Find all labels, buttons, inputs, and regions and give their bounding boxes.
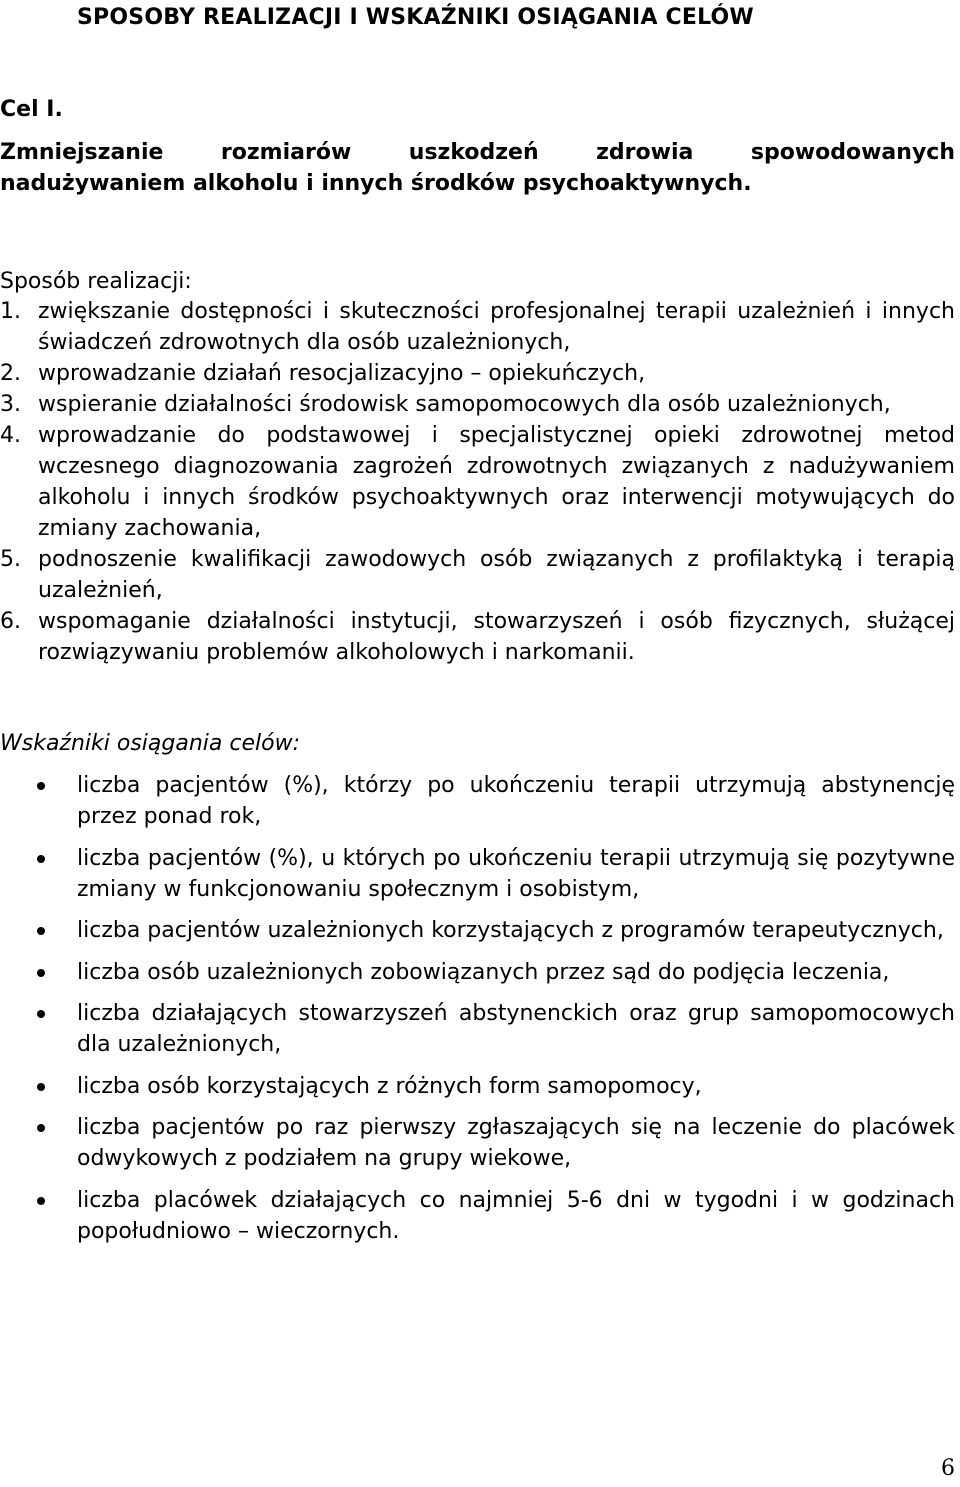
indicator-text: liczba pacjentów (%), u których po ukończeniu terapii utrzymują się pozytywne zmiany w funkcjonowaniu społecznym i osobistym,: [77, 845, 955, 902]
indicator-text: liczba pacjentów (%), którzy po ukończeniu terapii utrzymują abstynencję przez ponad rok,: [77, 773, 955, 829]
goal-title-line-2: nadużywaniem alkoholu i innych środków psychoaktywnych.: [0, 171, 752, 196]
indicator-item: [0, 1071, 955, 1102]
bullet-icon: [37, 969, 45, 977]
bullet-icon: [37, 782, 45, 790]
bullet-icon: [37, 855, 45, 863]
method-item: [0, 296, 955, 358]
bullet-icon: [37, 1197, 45, 1205]
indicator-text: liczba osób korzystających z różnych form samopomocy,: [77, 1073, 702, 1099]
method-text: wprowadzanie do podstawowej i specjalistycznej opieki zdrowotnej metod wczesnego diagnozowania zagrożeń zdrowotnych związanych z nadużywaniem alkoholu i innych środków psychoaktywnych oraz interwencji motywujących do zmiany zachowania,: [38, 423, 955, 541]
method-item: [0, 389, 955, 420]
bullet-icon: [37, 1124, 45, 1132]
goal-title-line-1: Zmniejszanie rozmiarów uszkodzeń zdrowia spowodowanych: [0, 140, 955, 165]
indicator-text: liczba placówek działających co najmniej 5-6 dni w tygodni i w godzinach popołudniowo – wieczornych.: [77, 1187, 955, 1244]
method-number: 5.: [0, 547, 21, 572]
method-text: zwiększanie dostępności i skuteczności profesjonalnej terapii uzależnień i innych świadczeń zdrowotnych dla osób uzależnionych,: [38, 299, 955, 355]
method-label: Sposób realizacji:: [0, 269, 192, 294]
bullet-icon: [37, 1010, 45, 1018]
indicator-item: [0, 843, 955, 905]
indicator-item: [0, 957, 955, 988]
indicator-item: [0, 1112, 955, 1174]
method-number: 2.: [0, 361, 21, 386]
method-item: [0, 544, 955, 606]
method-number: 4.: [0, 423, 21, 448]
method-text: podnoszenie kwalifikacji zawodowych osób związanych z profilaktyką i terapią uzależnień,: [38, 547, 955, 603]
methods-list: [0, 296, 955, 668]
indicators-list: [0, 770, 955, 1257]
method-item: [0, 358, 955, 389]
goal-label: Cel I.: [0, 97, 63, 122]
page-number: 6: [941, 1456, 955, 1481]
indicator-item: [0, 915, 955, 946]
method-text: wspomaganie działalności instytucji, stowarzyszeń i osób fizycznych, służącej rozwiązywaniu problemów alkoholowych i narkomanii.: [38, 609, 955, 665]
method-item: [0, 420, 955, 544]
method-item: [0, 606, 955, 668]
method-number: 6.: [0, 609, 21, 634]
method-number: 3.: [0, 392, 21, 417]
method-number: 1.: [0, 299, 21, 324]
goal-title: [0, 137, 955, 199]
bullet-icon: [37, 927, 45, 935]
indicator-item: [0, 770, 955, 832]
indicator-item: [0, 1185, 955, 1247]
indicator-text: liczba działających stowarzyszeń abstynenckich oraz grup samopomocowych dla uzależnionych,: [77, 1001, 955, 1057]
indicator-text: liczba osób uzależnionych zobowiązanych przez sąd do podjęcia leczenia,: [77, 959, 890, 985]
indicator-text: liczba pacjentów po raz pierwszy zgłaszających się na leczenie do placówek odwykowych z podziałem na grupy wiekowe,: [77, 1115, 955, 1171]
method-text: wprowadzanie działań resocjalizacyjno – opiekuńczych,: [38, 361, 646, 386]
page-heading: SPOSOBY REALIZACJI I WSKAŹNIKI OSIĄGANIA CELÓW: [77, 5, 754, 30]
indicator-text: liczba pacjentów uzależnionych korzystających z programów terapeutycznych,: [77, 918, 944, 943]
bullet-icon: [37, 1083, 45, 1091]
indicator-item: [0, 998, 955, 1060]
indicators-label: Wskaźniki osiągania celów:: [0, 731, 300, 756]
method-text: wspieranie działalności środowisk samopomocowych dla osób uzależnionych,: [38, 392, 891, 417]
